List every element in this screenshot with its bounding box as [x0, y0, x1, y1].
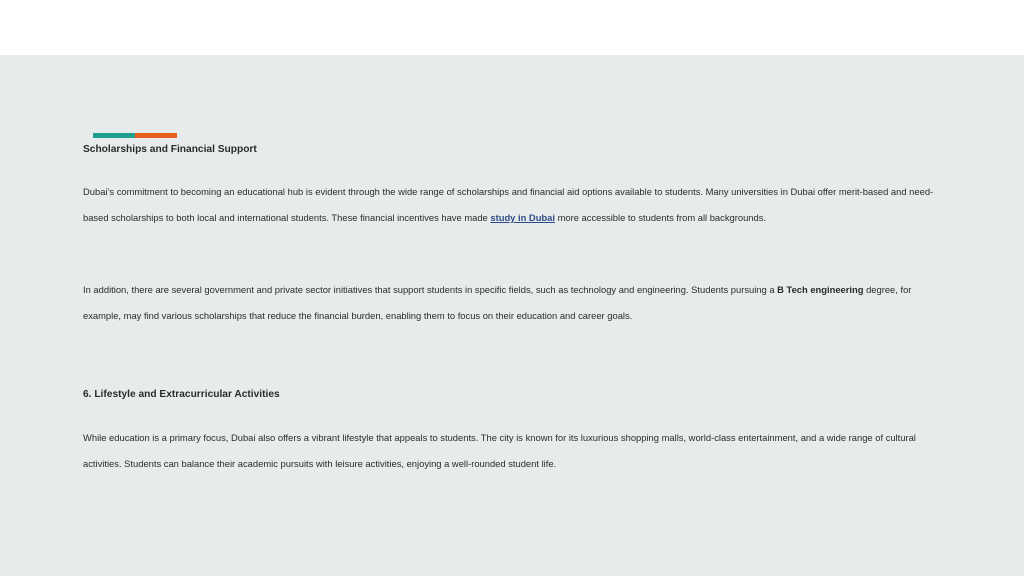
paragraph-text: Dubai’s commitment to becoming an educational hub is evident through the wide range of scholarships and financial aid options available to students. Many universities in Dubai offer merit-based and need-based scholarships to both local and international students. These financial incentives have made	[83, 186, 934, 223]
top-band	[0, 0, 1024, 55]
section-heading-scholarships: Scholarships and Financial Support	[83, 144, 257, 155]
paragraph-scholarships-1	[83, 179, 943, 231]
b-tech-engineering-term: B Tech engineering	[777, 284, 864, 295]
study-in-dubai-link[interactable]: study in Dubai	[490, 212, 555, 223]
slide	[0, 55, 1024, 576]
paragraph-text: In addition, there are several government and private sector initiatives that support students in specific fields, such as technology and engineering. Students pursuing a	[83, 284, 778, 295]
section-heading-lifestyle: 6. Lifestyle and Extracurricular Activities	[83, 389, 280, 400]
paragraph-text: more accessible to students from all backgrounds.	[554, 212, 767, 223]
paragraph-scholarships-2	[83, 277, 943, 329]
paragraph-text: degree, for example, may find various scholarships that reduce the financial burden, enabling them to focus on their education and career goals.	[83, 284, 912, 321]
paragraph-lifestyle-1: While education is a primary focus, Dubai also offers a vibrant lifestyle that appeals to students. The city is known for its luxurious shopping malls, world-class entertainment, and a wide range of cultural activities. Students can balance their academic pursuits with leisure activities, enjoying a well-rounded student life.	[83, 432, 916, 469]
